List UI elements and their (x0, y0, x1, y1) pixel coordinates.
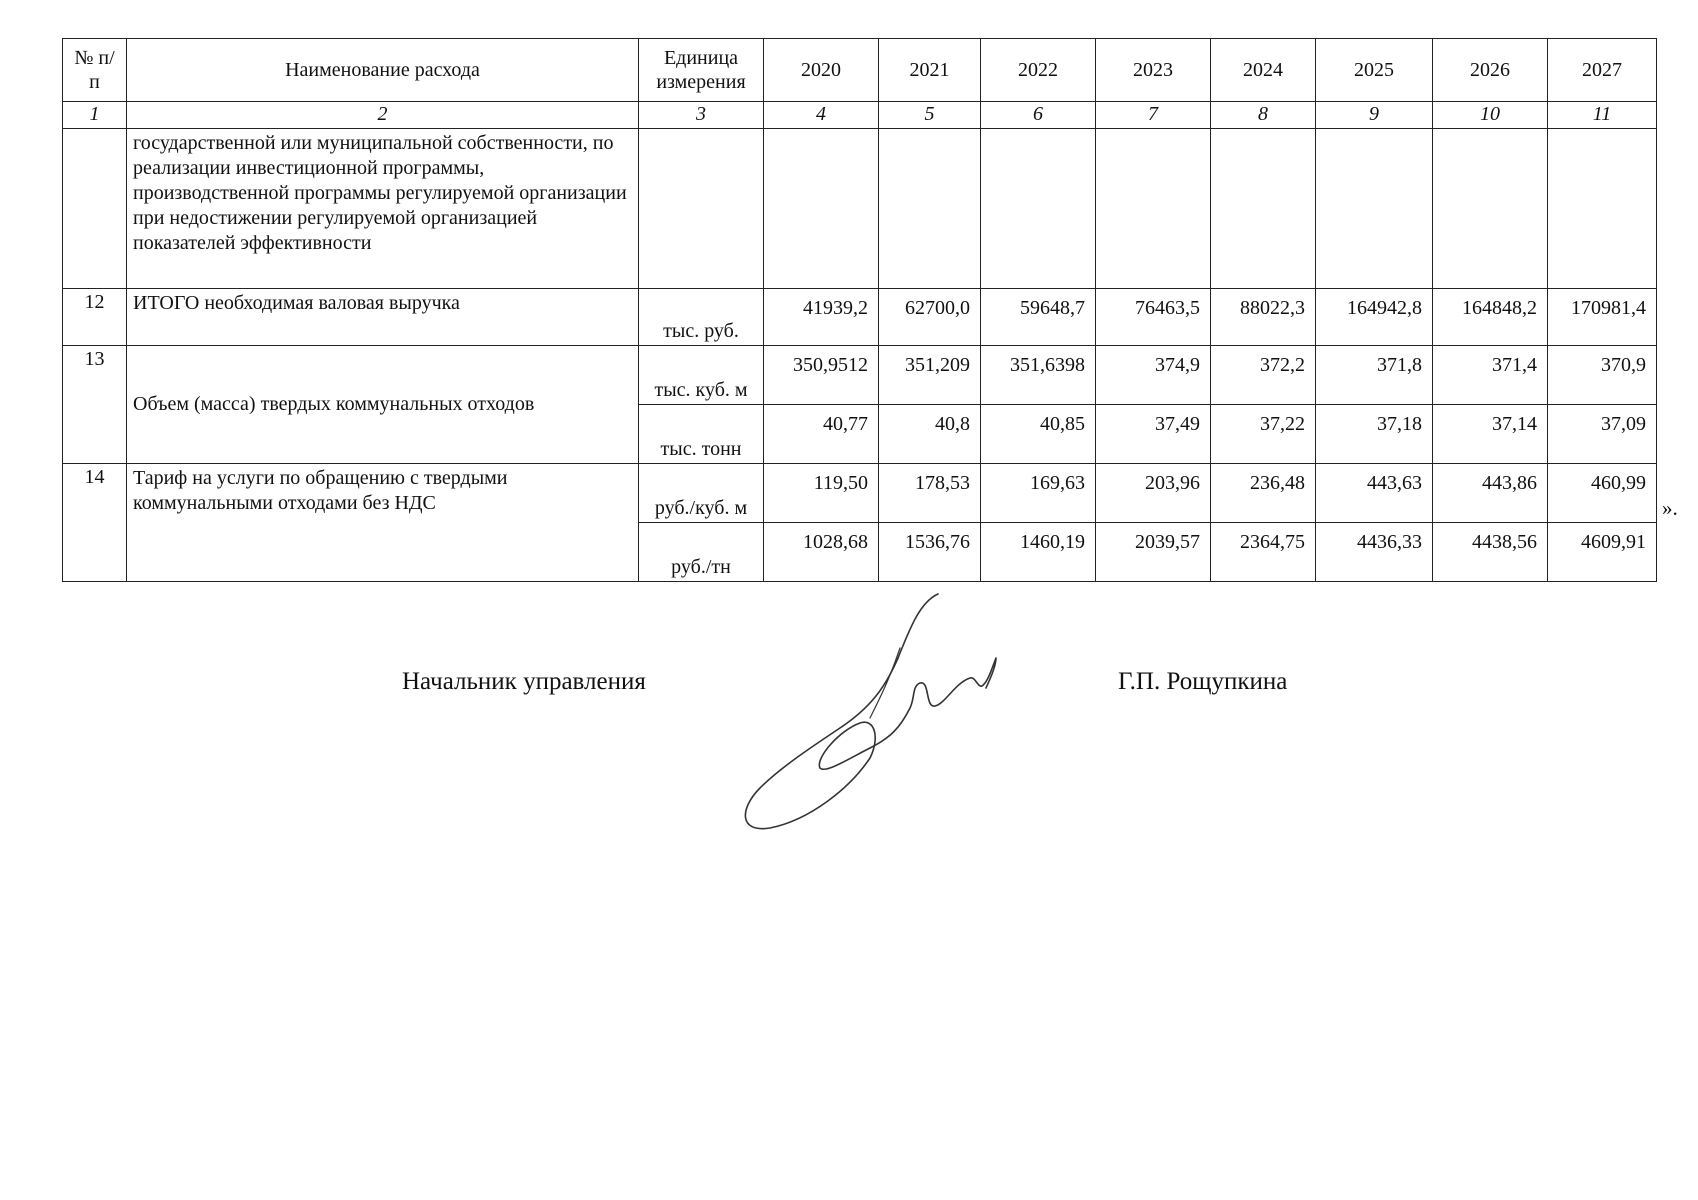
value-cell: 350,9512 (764, 346, 879, 405)
value-cell: 203,96 (1096, 464, 1211, 523)
row-name: ИТОГО необходимая валовая выручка (127, 289, 639, 346)
value-cell: 40,77 (764, 405, 879, 464)
row-name: Объем (масса) твердых коммунальных отходов (127, 346, 639, 464)
header-year: 2025 (1316, 39, 1433, 102)
value-cell: 37,22 (1211, 405, 1316, 464)
table-row-12 (63, 289, 1657, 346)
column-index: 9 (1316, 102, 1433, 129)
row-unit: тыс. тонн (639, 405, 764, 464)
value-cell: 1536,76 (879, 523, 981, 582)
column-index: 4 (764, 102, 879, 129)
value-cell: 37,49 (1096, 405, 1211, 464)
value-cell: 4436,33 (1316, 523, 1433, 582)
value-cell: 88022,3 (1211, 289, 1316, 346)
handwritten-signature (720, 588, 1020, 838)
row-number: 13 (63, 346, 127, 464)
column-index: 10 (1433, 102, 1548, 129)
value-cell: 443,63 (1316, 464, 1433, 523)
header-unit: Единица измерения (639, 39, 764, 102)
value-cell: 1028,68 (764, 523, 879, 582)
value-cell: 371,4 (1433, 346, 1548, 405)
value-cell: 76463,5 (1096, 289, 1211, 346)
value-cell: 37,14 (1433, 405, 1548, 464)
header-year: 2021 (879, 39, 981, 102)
value-cell: 371,8 (1316, 346, 1433, 405)
row-number: 14 (63, 464, 127, 582)
value-cell: 443,86 (1433, 464, 1548, 523)
value-cell: 4438,56 (1433, 523, 1548, 582)
row-unit: руб./куб. м (639, 464, 764, 523)
value-cell: 37,09 (1548, 405, 1657, 464)
value-cell: 4609,91 (1548, 523, 1657, 582)
header-row (63, 39, 1657, 102)
value-cell: 119,50 (764, 464, 879, 523)
row-unit: тыс. руб. (639, 289, 764, 346)
value-cell: 351,209 (879, 346, 981, 405)
signatory-name: Г.П. Рощупкина (1118, 668, 1288, 695)
header-year: 2022 (981, 39, 1096, 102)
value-cell: 351,6398 (981, 346, 1096, 405)
value-cell: 37,18 (1316, 405, 1433, 464)
value-cell: 374,9 (1096, 346, 1211, 405)
value-cell: 164942,8 (1316, 289, 1433, 346)
column-index-row (63, 102, 1657, 129)
continuation-text: государственной или муниципальной собственности, по реализации инвестиционной программы, производственной программы регулируемой организации при недостижении регулируемой организацией показателей эффективности (127, 129, 639, 289)
value-cell: 372,2 (1211, 346, 1316, 405)
value-cell: 2364,75 (1211, 523, 1316, 582)
column-index: 3 (639, 102, 764, 129)
header-num: № п/п (63, 39, 127, 102)
expense-table (62, 38, 1657, 582)
header-year: 2027 (1548, 39, 1657, 102)
row-name: Тариф на услуги по обращению с твердыми коммунальными отходами без НДС (127, 464, 639, 582)
table-row-14 (63, 464, 1657, 523)
column-index: 7 (1096, 102, 1211, 129)
value-cell: 40,85 (981, 405, 1096, 464)
header-name: Наименование расхода (127, 39, 639, 102)
value-cell: 1460,19 (981, 523, 1096, 582)
value-cell: 41939,2 (764, 289, 879, 346)
row-unit: руб./тн (639, 523, 764, 582)
column-index: 11 (1548, 102, 1657, 129)
column-index: 5 (879, 102, 981, 129)
value-cell: 62700,0 (879, 289, 981, 346)
value-cell: 370,9 (1548, 346, 1657, 405)
row-unit: тыс. куб. м (639, 346, 764, 405)
header-year: 2026 (1433, 39, 1548, 102)
value-cell: 236,48 (1211, 464, 1316, 523)
header-year: 2020 (764, 39, 879, 102)
value-cell: 40,8 (879, 405, 981, 464)
continuation-row (63, 129, 1657, 289)
value-cell: 164848,2 (1433, 289, 1548, 346)
column-index: 2 (127, 102, 639, 129)
header-year: 2024 (1211, 39, 1316, 102)
column-index: 1 (63, 102, 127, 129)
value-cell: 169,63 (981, 464, 1096, 523)
signatory-position: Начальник управления (402, 668, 646, 695)
value-cell: 2039,57 (1096, 523, 1211, 582)
value-cell: 170981,4 (1548, 289, 1657, 346)
closing-quote: ». (1662, 496, 1678, 520)
value-cell: 460,99 (1548, 464, 1657, 523)
column-index: 6 (981, 102, 1096, 129)
value-cell: 178,53 (879, 464, 981, 523)
header-year: 2023 (1096, 39, 1211, 102)
value-cell: 59648,7 (981, 289, 1096, 346)
row-number: 12 (63, 289, 127, 346)
column-index: 8 (1211, 102, 1316, 129)
table-row-13 (63, 346, 1657, 405)
